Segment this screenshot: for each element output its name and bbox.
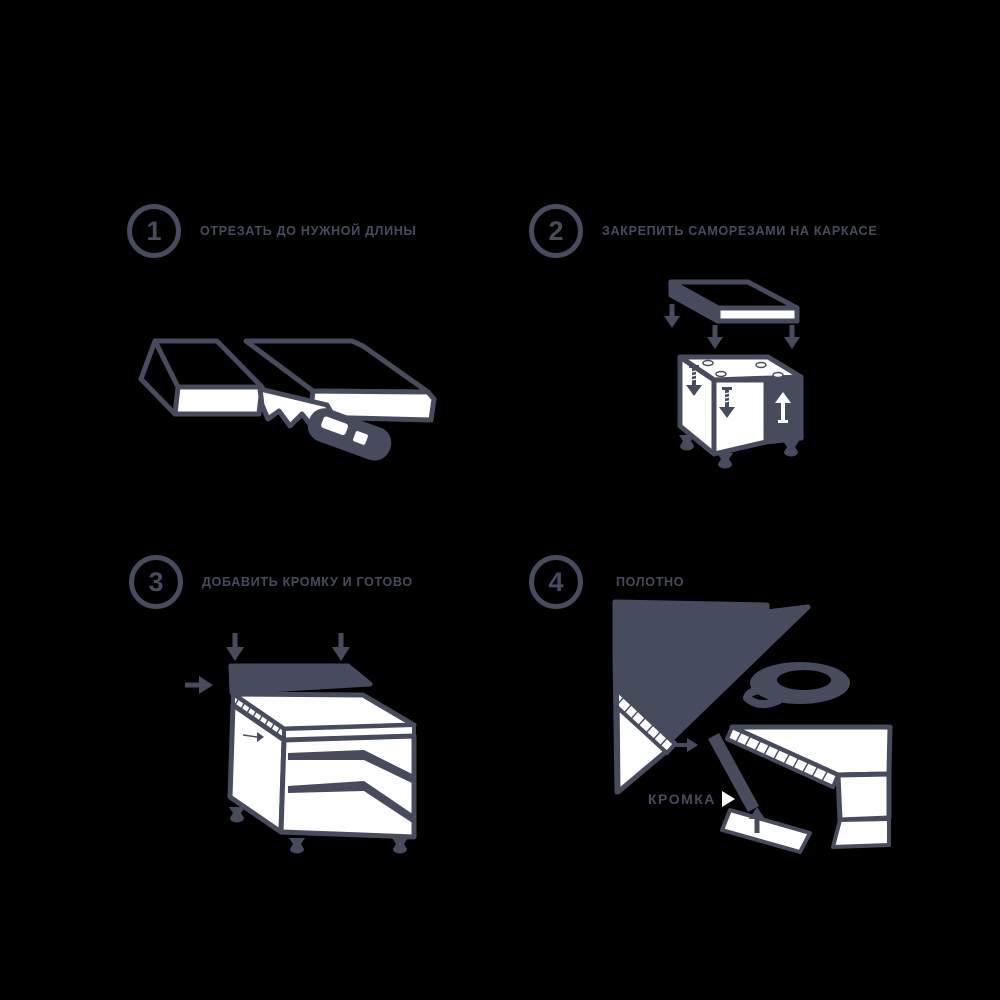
adjustable-foot-icon [229, 807, 245, 823]
label-pointer-wedge [722, 791, 735, 807]
step-4-number-badge: 4 [529, 555, 583, 609]
step-1-title: ОТРЕЗАТЬ ДО НУЖНОЙ ДЛИНЫ [200, 224, 417, 238]
step-3-number-badge: 3 [129, 555, 183, 609]
step-4-title-panel-label: ПОЛОТНО [616, 575, 685, 589]
left-side-arrow-icon [185, 676, 213, 694]
down-arrow-icon [332, 633, 350, 661]
panel-edge-application [675, 727, 890, 852]
step-2-title: ЗАКРЕПИТЬ САМОРЕЗАМИ НА КАРКАСЕ [602, 224, 878, 238]
panel-front-face [722, 810, 810, 852]
down-arrow-icon [707, 325, 723, 349]
step-2-number-badge: 2 [529, 204, 583, 258]
small-right-arrow-icon [675, 738, 698, 752]
step-1-number-badge: 1 [127, 204, 181, 258]
illustration-countertop-screwing [620, 268, 885, 498]
backsplash-strip [231, 666, 370, 692]
down-arrow-icon [226, 633, 244, 661]
tape-roll-icon [747, 662, 850, 704]
countertop-panel [671, 282, 797, 321]
adjustable-foot-icon [289, 838, 305, 854]
step-1-header [127, 204, 417, 258]
adjustable-foot-icon [783, 441, 799, 457]
panel-front-face [833, 819, 889, 847]
illustration-board-cutting [128, 315, 463, 490]
board-left [141, 341, 262, 414]
illustration-edge-banding [583, 583, 898, 868]
step-2-header [529, 204, 877, 258]
step-3-header [129, 555, 413, 609]
down-arrow-icon [784, 325, 800, 349]
illustration-cabinet-edging [167, 617, 462, 887]
panel-front-face [838, 774, 889, 820]
step-3-title: ДОБАВИТЬ КРОМКУ И ГОТОВО [202, 575, 413, 589]
down-arrow-icon [664, 304, 680, 328]
adjustable-foot-icon [679, 435, 695, 451]
adjustable-foot-icon [392, 838, 408, 854]
edge-band-label: КРОМКА [648, 791, 716, 807]
adjustable-foot-icon [717, 453, 733, 469]
cabinet-carcass [679, 357, 801, 469]
